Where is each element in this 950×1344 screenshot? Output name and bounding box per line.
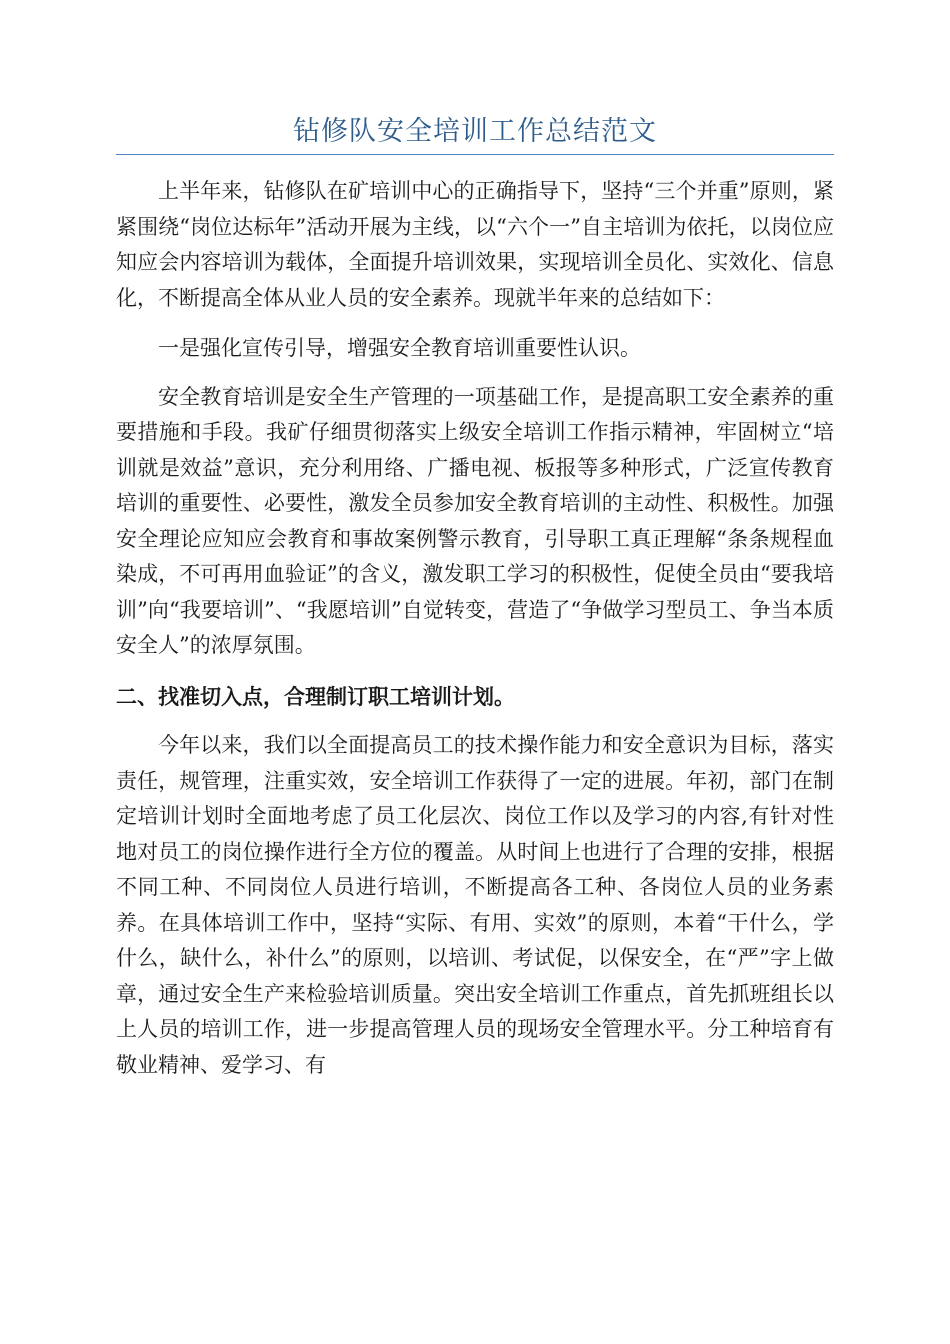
section-heading: 二、找准切入点，合理制订职工培训计划。 — [116, 683, 515, 709]
paragraph-training-plan: 今年以来，我们以全面提高员工的技术操作能力和安全意识为目标，落实责任，规管理，注重实效，安全培训工作获得了一定的进展。年初，部门在制定培训计划时全面地考虑了员工化层次、岗位工作以及学习的内容,有针对性地对员工的岗位操作进行全方位的覆盖。从时间上也进行了合理的安排，根据不同工种、不同岗位人员进行培训，不断提高各工种、各岗位人员的业务素养。在具体培训工作中，坚持“实际、有用、实效”的原则，本着“干什么，学什么，缺什么，补什么”的原则，以培训、考试促，以保安全，在“严”字上做章，通过安全生产来检验培训质量。突出安全培训工作重点，首先抓班组长以上人员的培训工作，进一步提高管理人员的现场安全管理水平。分工种培育有敬业精神、爱学习、有 — [116, 733, 834, 1077]
title-underline — [116, 154, 834, 155]
paragraph-publicity: 安全教育培训是安全生产管理的一项基础工作，是提高职工安全素养的重要措施和手段。我矿仔细贯彻落实上级安全培训工作指示精神，牢固树立“培训就是效益”意识，充分利用络、广播电视、板报等多种形式，广泛宣传教育培训的重要性、必要性，激发全员参加安全教育培训的主动性、积极性。加强安全理论应知应会教育和事故案例警示教育，引导职工真正理解“条条规程血染成，不可再用血验证”的含义，激发职工学习的积极性，促使全员由“要我培训”向“我要培训”、“我愿培训”自觉转变，营造了“争做学习型员工、争当本质安全人”的浓厚氛围。 — [116, 384, 834, 657]
paragraph-intro: 上半年来，钻修队在矿培训中心的正确指导下，坚持“三个并重”原则，紧紧围绕“岗位达标年”活动开展为主线，以“六个一”自主培训为依托，以岗位应知应会内容培训为载体，全面提升培训效果，实现培训全员化、实效化、信息化，不断提高全体从业人员的安全素养。现就半年来的总结如下： — [116, 179, 834, 310]
document-title: 钻修队安全培训工作总结范文 — [293, 116, 657, 147]
paragraph-point-one: 一是强化宣传引导，增强安全教育培训重要性认识。 — [158, 336, 641, 360]
document-body — [116, 174, 834, 1098]
